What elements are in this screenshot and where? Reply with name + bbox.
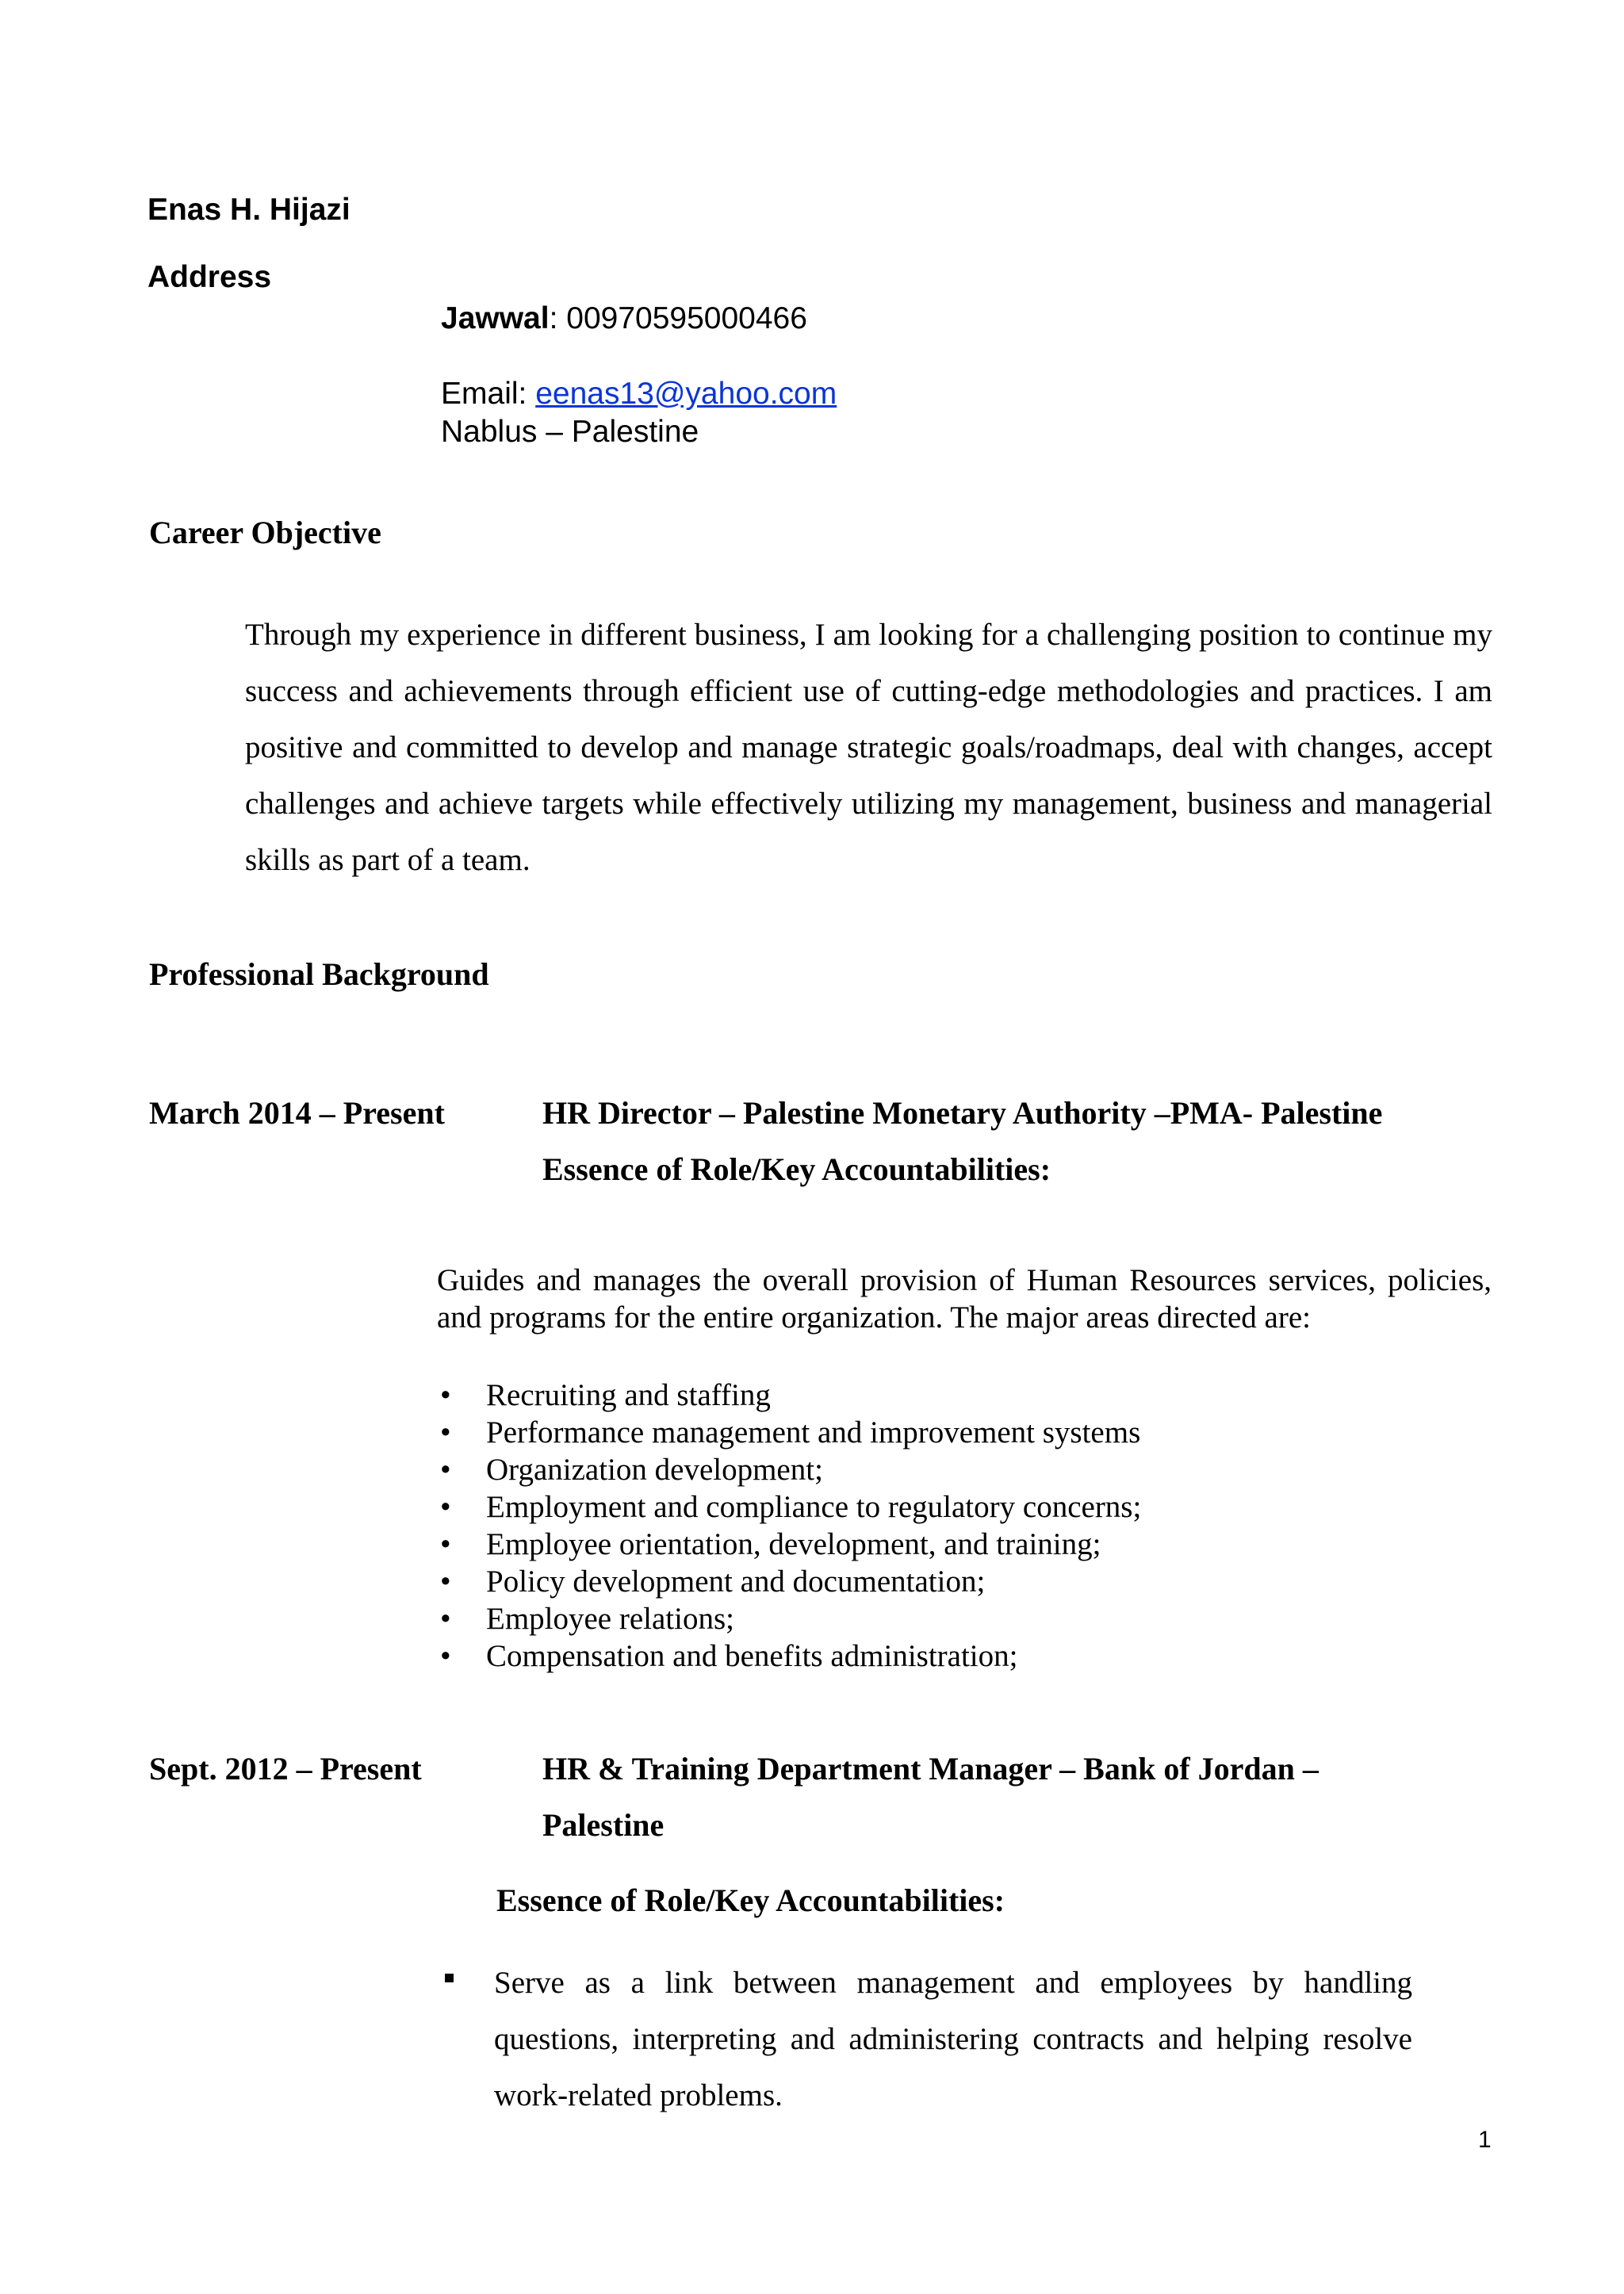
email-line [441, 377, 837, 412]
bullet-icon: • [440, 1564, 451, 1599]
job-1-description: Guides and manages the overall provision of Human Resources services, policies, and programs for the entire organization. The major areas directed are: [437, 1263, 1492, 1335]
phone-line [441, 301, 807, 336]
bullet-icon: • [440, 1415, 451, 1450]
square-bullet-icon [445, 1974, 454, 1982]
job-2-subheading: Essence of Role/Key Accountabilities: [496, 1882, 1005, 1918]
bullet-icon: • [440, 1490, 451, 1524]
bullet-icon: • [440, 1639, 451, 1673]
list-item: • Recruiting and staffing [440, 1378, 771, 1412]
bullet-icon: • [440, 1602, 451, 1636]
bullet-icon: • [440, 1527, 451, 1561]
list-item: • Employee orientation, development, and training; [440, 1527, 1101, 1561]
jawwal-number: : 00970595000466 [549, 301, 807, 335]
email-label: Email: [441, 377, 536, 411]
email-link[interactable]: eenas13@yahoo.com [535, 377, 837, 411]
job-1-bullet-list [437, 1377, 1141, 1675]
professional-background-heading: Professional Background [149, 956, 489, 992]
list-item: • Employment and compliance to regulatory concerns; [440, 1490, 1142, 1524]
bullet-icon: • [440, 1453, 451, 1487]
list-item: • Performance management and improvement systems [440, 1415, 1141, 1450]
job-2-bullet-item [445, 1955, 1412, 2124]
career-objective-text: Through my experience in different business, I am looking for a challenging position to continue my success and achievements through efficient use of cutting-edge methodologies and practices. I am positive and committed to develop and manage strategic goals/roadmaps, deal with changes, accept challenges and achieve targets while effectively utilizing my management, business and managerial skills as part of a team. [245, 618, 1492, 877]
candidate-name: Enas H. Hijazi [147, 193, 350, 227]
job-2-date: Sept. 2012 – Present [149, 1751, 422, 1787]
jawwal-label: Jawwal [441, 301, 550, 335]
page-number: 1 [1478, 2127, 1492, 2153]
job-2-title-line-1: HR & Training Department Manager – Bank of Jordan – [542, 1751, 1319, 1787]
job-1-title: HR Director – Palestine Monetary Authority –PMA- Palestine [542, 1095, 1383, 1131]
list-item: • Compensation and benefits administration; [440, 1639, 1018, 1673]
list-item: • Employee relations; [440, 1602, 734, 1636]
job-1-date: March 2014 – Present [149, 1095, 445, 1131]
job-1-subheading: Essence of Role/Key Accountabilities: [542, 1151, 1051, 1187]
job-2-title-line-2: Palestine [542, 1807, 665, 1843]
address-label: Address [147, 260, 272, 294]
list-item: • Organization development; [440, 1453, 823, 1487]
list-item: • Policy development and documentation; [440, 1564, 986, 1599]
job-2-bullet-text: Serve as a link between management and employees by handling questions, interpreting and administering contracts and helping resolve work-related problems. [494, 1966, 1412, 2112]
location-line: Nablus – Palestine [441, 415, 699, 449]
bullet-icon: • [440, 1378, 451, 1412]
career-objective-heading: Career Objective [149, 515, 381, 550]
